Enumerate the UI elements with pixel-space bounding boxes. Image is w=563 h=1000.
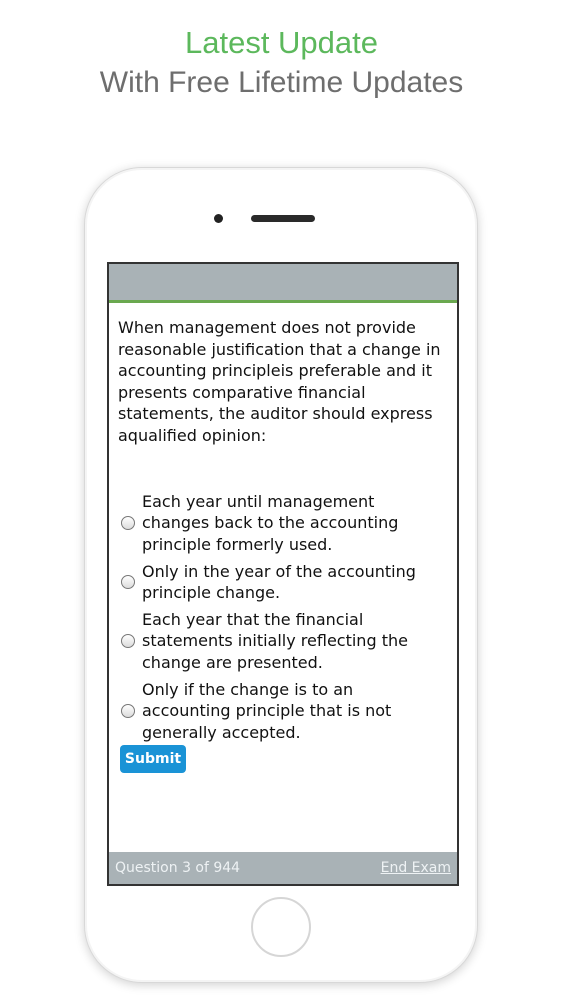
question-counter: Question 3 of 944 — [115, 860, 241, 876]
phone-frame — [84, 167, 478, 983]
camera-icon — [214, 214, 223, 223]
answer-option-1[interactable] — [121, 490, 451, 556]
radio-button-icon[interactable] — [121, 634, 135, 648]
answer-option-label: Only in the year of the accounting principle change. — [142, 561, 416, 602]
promo-title: Latest Update — [184, 25, 379, 60]
answer-option-2[interactable] — [121, 560, 451, 604]
speaker-grille — [251, 215, 315, 222]
radio-button-icon[interactable] — [121, 704, 135, 718]
end-exam-link[interactable]: End Exam — [380, 860, 451, 876]
radio-button-icon[interactable] — [121, 575, 135, 589]
radio-button-icon[interactable] — [121, 516, 135, 530]
answer-option-label: Only if the change is to an accounting principle that is not generally accepted. — [142, 679, 392, 742]
answer-option-label: Each year until management changes back to the accounting principle formerly used. — [142, 491, 399, 554]
exam-footer-bar — [109, 852, 457, 884]
home-button[interactable] — [251, 897, 311, 957]
submit-button[interactable]: Submit — [120, 745, 186, 773]
answer-option-3[interactable] — [121, 608, 451, 674]
answer-option-4[interactable] — [121, 678, 451, 744]
answer-option-label: Each year that the financial statements initially reflecting the change are presented. — [142, 609, 408, 672]
promo-subtitle: With Free Lifetime Updates — [99, 66, 464, 99]
exam-header-bar — [109, 264, 457, 303]
phone-screen — [107, 262, 459, 886]
question-text: When management does not provide reasonable justification that a change in accounting principleis preferable and it presents comparative financial statements, the auditor should express aqualified opinion: — [118, 318, 441, 445]
